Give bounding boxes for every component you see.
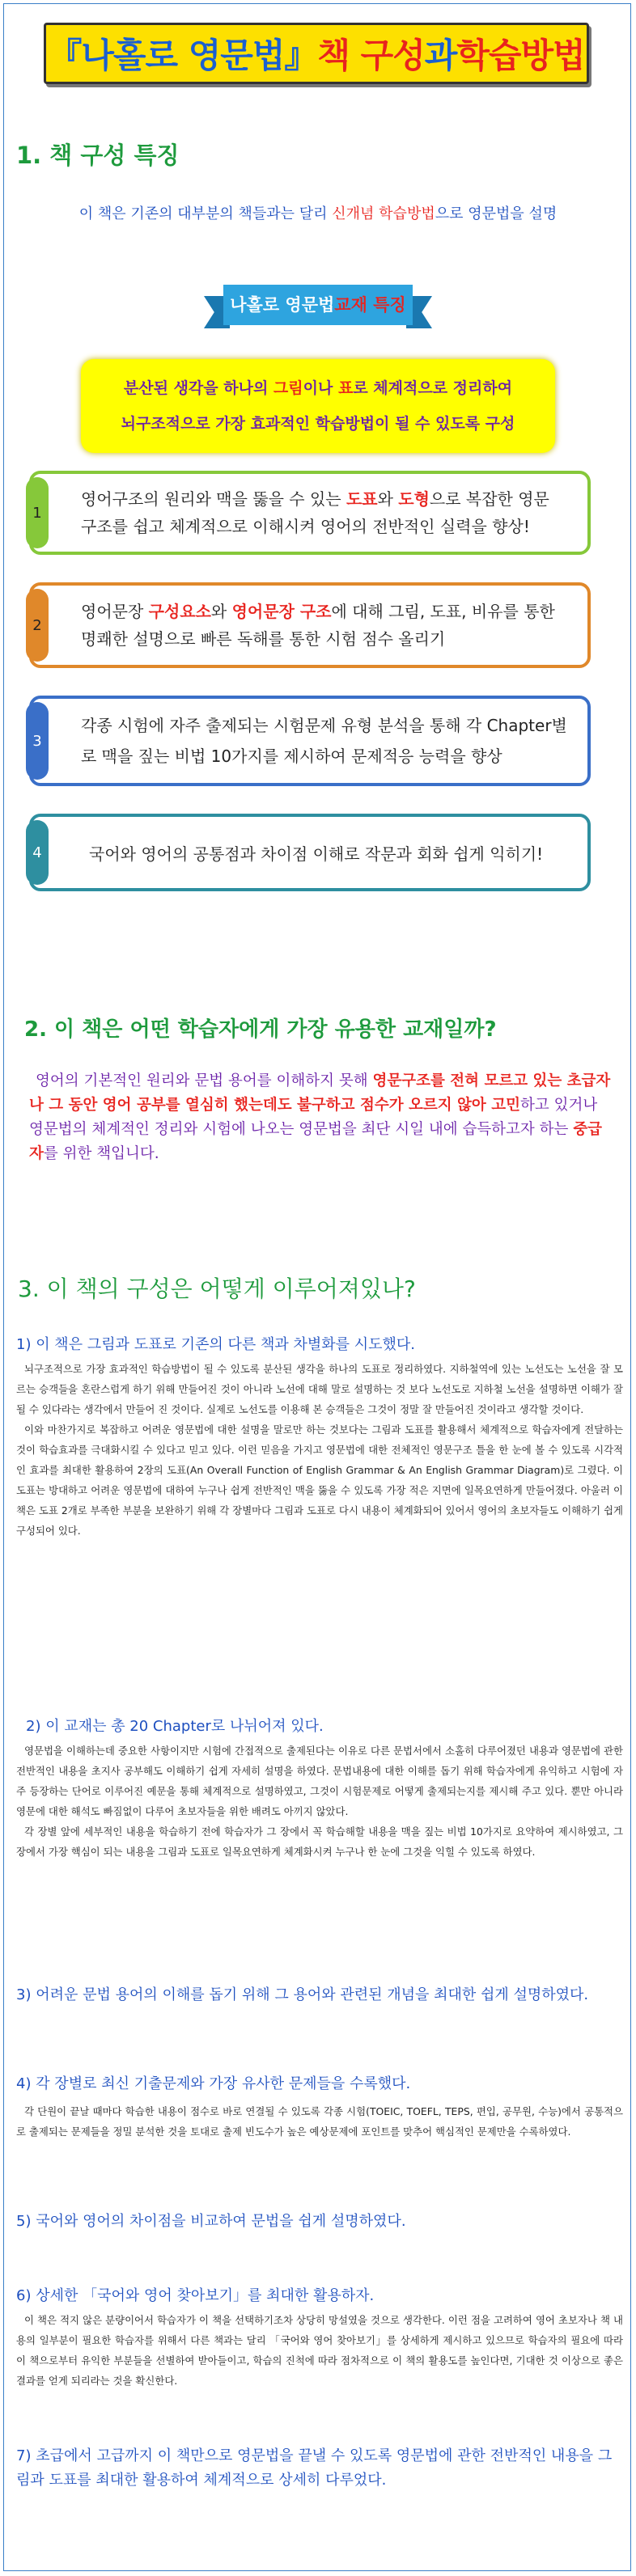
feature-box-1	[29, 471, 591, 555]
item-1-para-2: 이와 마찬가지로 복잡하고 어려운 영문법에 대한 설명을 말로만 하는 것보다는 그림과 도표를 활용해서 체계적으로 학습자에게 전달하는 것이 학습효과를 극대화시킬 수 있다고 믿고 있다. 이런 믿음을 가지고 영문법에 대한 전체적인 영문구조 틀을 한 눈에 볼 수 있도록 시각적인 효과를 최대한 활용하여 2장의 도표(An Overall Function of English Grammar & An English Grammar Diagram)로 그렸다. 이 도표는 방대하고 어려운 영문법에 대하여 누구나 쉽게 전반적인 맥을 뚫을 수 있도록 가장 적은 지면에 일목요연하게 만들어졌다. 아울러 이 책은 도표 2개로 부족한 부분을 보완하기 위해 각 장별마다 그림과 도표로 다시 내용이 체계화되어 있어서 영어의 초보자들도 이해하기 쉽게 구성되어 있다.	[16, 1423, 623, 1537]
item-6-body	[16, 2310, 623, 2391]
feature-number-4: 4	[26, 820, 49, 885]
s2-red2: 중급자	[29, 1121, 603, 1162]
hl-red1: 그림	[273, 379, 303, 397]
ribbon-text: 나홀로 영문법	[230, 294, 335, 315]
item-4-para-1: 각 단원이 끝날 때마다 학습한 내용이 점수로 바로 연결될 수 있도록 각종 시험(TOEIC, TOEFL, TEPS, 편입, 공무원, 수능)에서 공통적으로 출제되는 문제들을 정밀 분석한 것을 토대로 출제 빈도수가 높은 예상문제에 포인트를 맞추어 핵심적인 문제만을 수록하였다.	[16, 2105, 623, 2138]
item-5-title: 5) 국어와 영어의 차이점을 비교하여 문법을 쉽게 설명하였다.	[16, 2213, 406, 2230]
feature-number-3: 3	[26, 702, 49, 780]
f2-a: 영어문장	[81, 602, 149, 621]
f1-c: 으로 복잡한 영문 구조를 쉽고 체계적으로 이해시켜 영어의 전반적인 실력을 향상!	[81, 489, 549, 536]
f2-c: 에 대해 그림, 도표, 비유를 통한 명쾌한 설명으로 빠른 독해를 통한 시험 점수 올리기	[81, 602, 555, 649]
item-2-body	[16, 1741, 623, 1862]
section2-paragraph	[29, 1069, 612, 1166]
f2-red1: 구성요소	[148, 602, 211, 621]
feature-number-2: 2	[26, 589, 49, 662]
hl-red2: 표	[337, 379, 354, 397]
page-title	[44, 23, 589, 84]
item-2-para-1: 영문법을 이해하는데 중요한 사항이지만 시험에 간접적으로 출제된다는 이유로 다른 문법서에서 소홀히 다루어졌던 내용과 영문법에 관한 전반적인 내용을 초지사 공부해도 이해하기 쉽게 자세히 설명을 하였다. 문법내용에 대한 이해를 돕기 위해 학습자에게 유익하고 시험에 자주 등장하는 단어로 이루어진 예문을 통해 체계적으로 설명하였고, 그것이 시험문제로 어떻게 출제되는지를 제시해 주고 있다. 뿐만 아니라 영문에 대한 해석도 빠짐없이 다루어 초보자들을 위한 배려도 아끼지 않았다.	[16, 1745, 623, 1817]
feature-box-2	[29, 582, 591, 668]
highlight-box	[81, 359, 555, 453]
title-book-name: 『나홀로 영문법』	[48, 36, 318, 75]
ribbon-text-red: 교재 특징	[334, 294, 406, 315]
ribbon-label	[223, 285, 413, 325]
f1-red2: 도형	[398, 489, 430, 509]
intro-text-b: 으로 영문법을 설명	[435, 205, 558, 222]
intro-text-a: 이 책은 기존의 대부분의 책들과는 달리	[78, 205, 333, 222]
feature-box-4	[29, 814, 591, 891]
f1-a: 영어구조의 원리와 맥을 뚫을 수 있는	[81, 489, 346, 509]
item-2-para-2: 각 장별 앞에 세부적인 내용을 학습하기 전에 학습자가 그 장에서 꼭 학습해할 내용을 맥을 짚는 비법 10가지로 요약하여 제시하였고, 그 장에서 가장 핵심이 되는 내용을 그림과 도표로 일목요연하게 체계화시켜 누구나 한 눈에 그것을 익힐 수 있도록 하였다.	[16, 1825, 623, 1858]
f2-red2: 영어문장 구조	[231, 602, 332, 621]
item-2-title: 2) 이 교재는 총 20 Chapter로 나뉘어져 있다.	[26, 1718, 324, 1735]
feature-box-3	[29, 696, 591, 786]
feature-ribbon	[209, 285, 427, 332]
title-part-method: 학습방법	[456, 36, 585, 75]
section1-heading: 1. 책 구성 특징	[16, 142, 180, 169]
feature-text-2	[81, 598, 570, 653]
section2-heading: 2. 이 책은 어떤 학습자에게 가장 유용한 교재일까?	[24, 1017, 497, 1042]
hl-c: 로 체계적으로 정리하여	[353, 379, 513, 397]
title-connector: 과	[424, 36, 457, 75]
feature-text-4: 국어와 영어의 공통점과 차이점 이해로 작문과 회화 쉽게 익히기!	[89, 844, 544, 864]
f1-red1: 도표	[346, 489, 378, 509]
section1-intro	[0, 202, 636, 223]
title-part-structure: 책 구성	[317, 36, 425, 75]
f1-b: 와	[377, 489, 399, 509]
s2-a: 영어의 기본적인 원리와 문법 용어를 이해하지 못해	[36, 1072, 373, 1089]
feature-text-3: 각종 시험에 자주 출제되는 시험문제 유형 분석을 통해 각 Chapter별로 맥을 짚는 비법 10가지를 제시하여 문제적응 능력을 향상	[81, 716, 567, 766]
s2-red1: 영문구조를 전혀 모르고 있는 초급자나 그 동안 영어 공부를 열심히 했는데도 불구하고 점수가 오르지 않아 고민	[29, 1072, 611, 1114]
feature-text-1	[81, 485, 570, 540]
item-6-para-1: 이 책은 적지 않은 분량이어서 학습자가 이 책을 선택하기조차 상당히 망설였을 것으로 생각한다. 이런 점을 고려하여 영어 초보자나 책 내용의 일부분이 필요한 학습자를 위해서 다른 책과는 달리 「국어와 영어 찾아보기」를 상세하게 제시하고 있으므로 학습자의 필요에 따라 이 책으로부터 유익한 부분들을 선별하여 받아들이고, 학습의 진척에 따라 점차적으로 이 책의 활용도를 높인다면, 기대한 것 이상으로 좋은 결과를 얻게 되리라는 것을 확신한다.	[16, 2314, 623, 2387]
section3-heading: 3. 이 책의 구성은 어떻게 이루어져있나?	[18, 1275, 416, 1302]
feature-number-1: 1	[26, 477, 49, 548]
highlight-line-1	[124, 370, 512, 406]
item-4-body	[16, 2101, 623, 2142]
item-1-title: 1) 이 책은 그림과 도표로 기존의 다른 책과 차별화를 시도했다.	[16, 1336, 416, 1353]
hl-b: 이나	[303, 379, 338, 397]
s2-c: 를 위한 책입니다.	[43, 1145, 159, 1162]
highlight-line-2: 뇌구조적으로 가장 효과적인 학습방법이 될 수 있도록 구성	[121, 415, 515, 433]
f2-b: 와	[210, 602, 232, 621]
s2-b: 하고 있거나 영문법의 체계적인 정리와 시험에 나오는 영문법을 최단 시일 내에 습득하고자 하는	[29, 1097, 598, 1138]
item-1-body	[16, 1359, 623, 1541]
item-6-title: 6) 상세한 「국어와 영어 찾아보기」를 최대한 활용하자.	[16, 2287, 375, 2304]
item-7-title: 7) 초급에서 고급까지 이 책만으로 영문법을 끝낼 수 있도록 영문법에 관한 전반적인 내용을 그림과 도표를 최대한 활용하여 체계적으로 상세히 다루었다.	[16, 2447, 613, 2489]
hl-a: 분산된 생각을 하나의	[123, 379, 273, 397]
intro-text-red: 신개념 학습방법	[332, 205, 435, 222]
item-3-title: 3) 어려운 문법 용어의 이해를 돕기 위해 그 용어와 관련된 개념을 최대한 쉽게 설명하였다.	[16, 1986, 589, 2003]
item-4-title: 4) 각 장별로 최신 기출문제와 가장 유사한 문제들을 수록했다.	[16, 2075, 411, 2092]
item-1-para-1: 뇌구조적으로 가장 효과적인 학습방법이 될 수 있도록 분산된 생각을 하나의 도표로 정리하였다. 지하철역에 있는 노선도는 노선을 잘 모르는 승객들을 혼란스럽게 하기 위해 만들어진 것이 아니라 노선에 대해 말로 설명하는 것 보다 노선도로 지하철 노선을 설명하면 이해가 잘 될 수 있다라는 생각에서 만들어 진 것이다. 실제로 노선도를 이용해 본 승객들은 그것이 정말 잘 만들어진 것이라고 생각할 것이다.	[16, 1363, 623, 1415]
